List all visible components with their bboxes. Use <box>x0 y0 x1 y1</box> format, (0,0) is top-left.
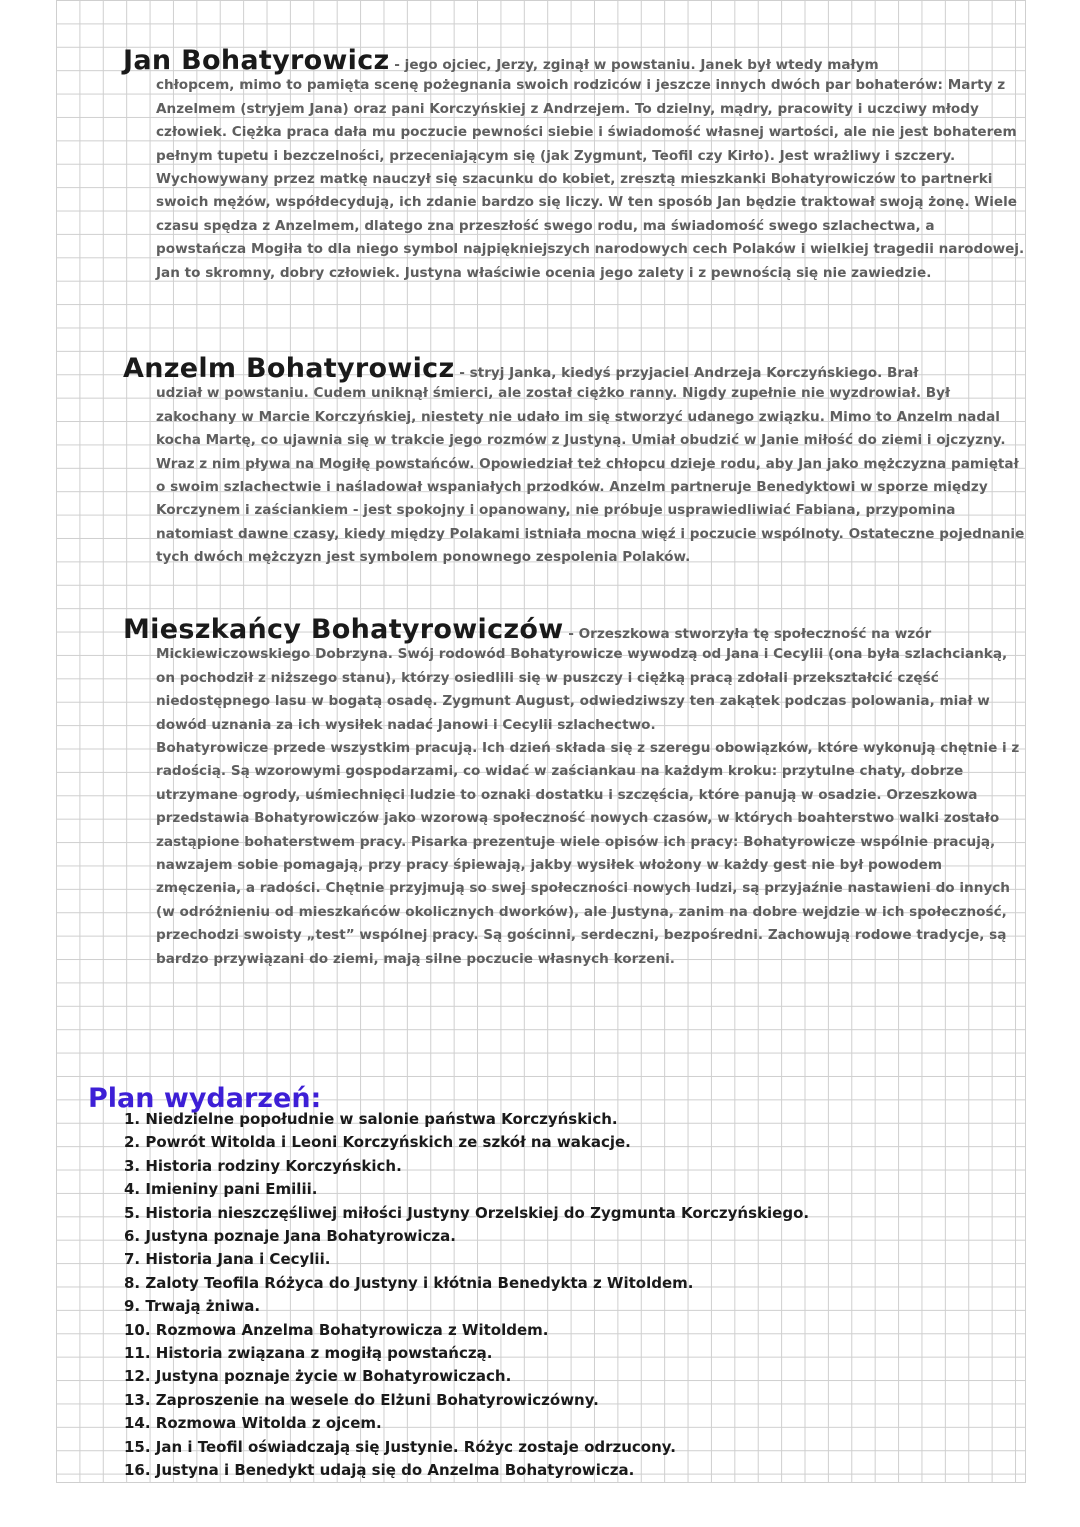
plan-list <box>124 1108 988 1483</box>
plan-item: 16. Justyna i Benedykt udają się do Anzelma Bohatyrowicza. <box>124 1461 635 1480</box>
plan-item: 5. Historia nieszczęśliwej miłości Justyny Orzelskiej do Zygmunta Korczyńskiego. <box>124 1203 810 1222</box>
plan-item: 15. Jan i Teofil oświadczają się Justynie. Różyc zostaje odrzucony. <box>124 1437 676 1456</box>
character-name: Mieszkańcy Bohatyrowiczów <box>123 614 564 645</box>
plan-item: 11. Historia związana z mogiłą powstańczą. <box>124 1344 493 1363</box>
plan-item: 6. Justyna poznaje Jana Bohatyrowicza. <box>124 1227 456 1246</box>
entry-body <box>156 643 1028 971</box>
plan-item: 13. Zaproszenie na wesele do Elżuni Bohatyrowiczówny. <box>124 1390 599 1409</box>
plan-section <box>88 1084 988 1483</box>
plan-item: 2. Powrót Witolda i Leoni Korczyńskich ze szkół na wakacje. <box>124 1133 631 1152</box>
plan-item: 3. Historia rodziny Korczyńskich. <box>124 1156 402 1175</box>
entry-heading <box>123 45 1028 77</box>
entry-paragraph: Mickiewiczowskiego Dobrzyna. Swój rodowód Bohatyrowicze wywodzą od Jana i Cecylii (ona była szlachcianką, on pochodził z niższego stanu), którzy osiedlili się w puszczy i ciężką pracą zdołali przekształcić część niedostępnego lasu w bogatą osadę. Zygmunt August, odwiedziwszy ten zakątek podczas polowania, miał w dowód uznania za ich wysiłek nadać Janowi i Cecylii szlachectwo. <box>156 646 1008 733</box>
plan-item: 1. Niedzielne popołudnie w salonie państwa Korczyńskich. <box>124 1110 618 1128</box>
character-entry-anzelm <box>123 353 1028 570</box>
character-name: Jan Bohatyrowicz <box>123 45 390 76</box>
character-intro: - stryj Janka, kiedyś przyjaciel Andrzeja Korczyńskiego. Brał <box>454 365 919 381</box>
entry-body <box>156 74 1028 285</box>
character-entry-jan <box>123 45 1028 285</box>
entry-paragraph: Bohatyrowicze przede wszystkim pracują. Ich dzień składa się z szeregu obowiązków, które wykonują chętnie i z radością. Są wzorowymi gospodarzami, co widać w zaściankau na każdym kroku: przytulne chaty, dobrze utrzymane ogrody, uśmiechnięci ludzie to oznaki dostatku i szczęścia, które panują w osadzie. Orzeszkowa przedstawia Bohatyrowiczów jako wzorową społeczność nowych czasów, w których boahterstwo walki zostało zastąpione bohaterstwem pracy. Pisarka prezentuje wiele opisów ich pracy: Bohatyrowicze wspólnie pracują, nawzajem sobie pomagają, przy pracy śpiewają, jakby wysiłek włożony w każdy gest nie był powodem zmęczenia, a radości. Chętnie przyjmują so swej społeczności nowych ludzi, są przyjaźnie nastawieni do innych (w odróżnieniu od mieszkańców okolicznych dworków), ale Justyna, zanim na dobre wejdzie w ich społeczność, przechodzi swoisty „test” wspólnej pracy. Są gościnni, serdeczni, bezpośredni. Zachowują rodowe tradycje, są bardzo przywiązani do ziemi, mają silne poczucie własnych korzeni. <box>156 740 1020 967</box>
plan-title: Plan wydarzeń: <box>88 1083 322 1114</box>
plan-item: 12. Justyna poznaje życie w Bohatyrowiczach. <box>124 1367 512 1386</box>
plan-item: 9. Trwają żniwa. <box>124 1297 261 1316</box>
entry-body <box>156 382 1028 569</box>
character-entry-mieszkancy <box>123 614 1028 971</box>
character-intro: - Orzeszkowa stworzyła tę społeczność na wzór <box>563 626 932 642</box>
entry-paragraph: chłopcem, mimo to pamięta scenę pożegnania swoich rodziców i jeszcze innych dwóch par bohaterów: Marty z Anzelmem (stryjem Jana) oraz pani Korczyńskiej z Andrzejem. To dzielny, mądry, pracowity i uczciwy młody człowiek. Ciężka praca dała mu poczucie pewności siebie i świadomość własnej wartości, ale nie jest bohaterem pełnym tupetu i bezczelności, przeceniającym się (jak Zygmunt, Teofil czy Kirło). Jest wrażliwy i szczery. Wychowywany przez matkę nauczył się szacunku do kobiet, zresztą mieszkanki Bohatyrowiczów to partnerki swoich mężów, współdecydują, ich zdanie bardzo się liczy. W ten sposób Jan będzie traktował swoją żonę. Wiele czasu spędza z Anzelmem, dlatego zna przeszłość swego rodu, ma świadomość swego szlachectwa, a powstańcza Mogiła to dla niego symbol najpiękniejszych narodowych cech Polaków i wielkiej tragedii narodowej. Jan to skromny, dobry człowiek. Justyna właściwie ocenia jego zalety i z pewnością się nie zawiedzie. <box>156 77 1025 281</box>
plan-item: 7. Historia Jana i Cecylii. <box>124 1250 331 1269</box>
plan-item: 14. Rozmowa Witolda z ojcem. <box>124 1414 382 1433</box>
entry-paragraph: udział w powstaniu. Cudem uniknął śmierci, ale został ciężko ranny. Nigdy zupełnie nie wyzdrowiał. Był zakochany w Marcie Korczyńskiej, niestety nie udało im się stworzyć udanego związku. Mimo to Anzelm nadal kocha Martę, co ujawnia się w trakcie jego rozmów z Justyną. Umiał obudzić w Janie miłość do ziemi i ojczyzny. Wraz z nim pływa na Mogiłę powstańców. Opowiedział też chłopcu dzieje rodu, aby Jan jako mężczyzna pamiętał o swoim szlachectwie i naśladował wspaniałych przodków. Anzelm partneruje Benedyktowi w sporze między Korczynem i zaściankiem - jest spokojny i opanowany, nie próbuje usprawiedliwiać Fabiana, przypomina natomiast dawne czasy, kiedy między Polakami istniała mocna więź i poczucie wspólnoty. Ostateczne pojednanie tych dwóch mężczyzn jest symbolem ponownego zespolenia Polaków. <box>156 385 1025 566</box>
character-name: Anzelm Bohatyrowicz <box>123 353 455 384</box>
character-intro: - jego ojciec, Jerzy, zginął w powstaniu. Janek był wtedy małym <box>389 57 879 73</box>
entry-heading <box>123 614 1028 646</box>
entry-heading <box>123 353 1028 385</box>
plan-item: 4. Imieniny pani Emilii. <box>124 1180 318 1199</box>
plan-item: 8. Zaloty Teofila Różyca do Justyny i kłótnia Benedykta z Witoldem. <box>124 1273 694 1292</box>
plan-item: 10. Rozmowa Anzelma Bohatyrowicza z Witoldem. <box>124 1320 549 1339</box>
